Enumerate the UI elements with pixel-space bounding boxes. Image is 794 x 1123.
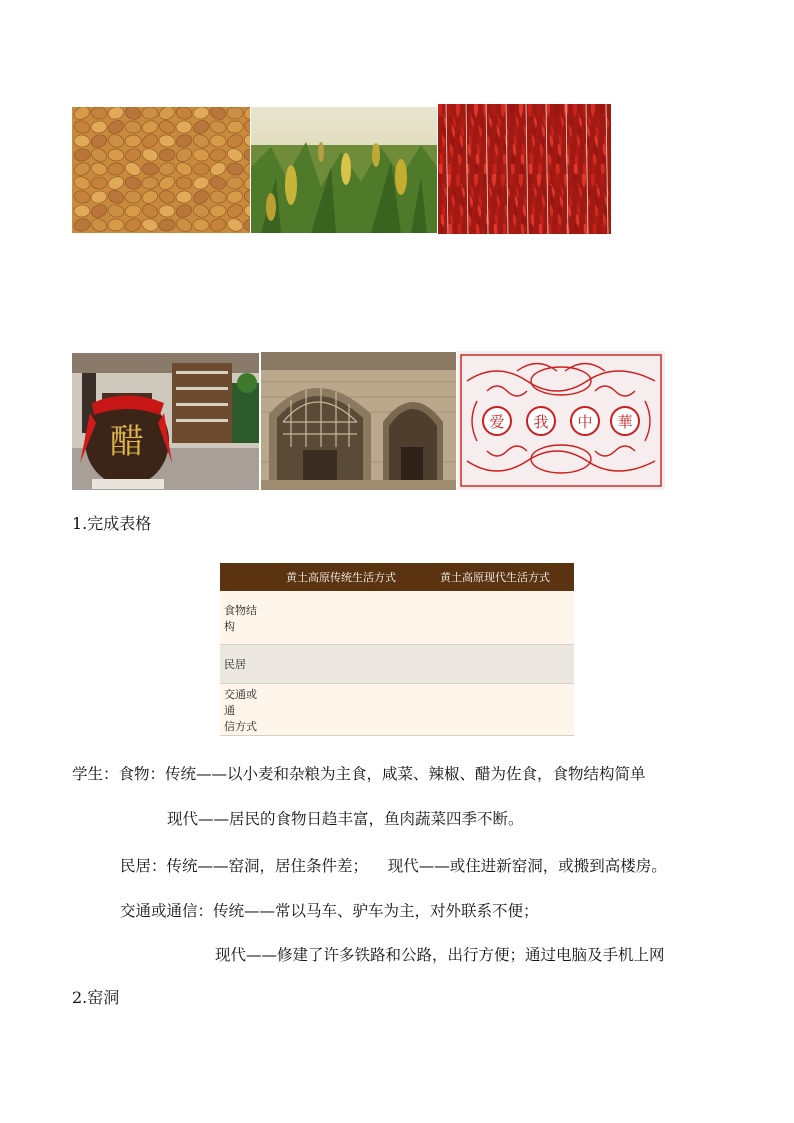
section-heading-2: 2.窑洞 bbox=[72, 988, 120, 1007]
row-label-transport-line1: 交通或通 bbox=[224, 687, 257, 717]
millet-field-photo bbox=[251, 107, 437, 233]
table-header-modern: 黄土高原现代生活方式 bbox=[416, 563, 574, 591]
paper-cut-char: 我 bbox=[533, 413, 549, 431]
row-label-housing: 民居 bbox=[220, 645, 266, 684]
paper-cut-char: 中 bbox=[577, 413, 593, 431]
table-cell[interactable] bbox=[266, 645, 416, 684]
vinegar-jar-photo bbox=[72, 353, 259, 490]
table-row bbox=[220, 684, 574, 736]
answer-food-modern: 现代——居民的食物日趋丰富，鱼肉蔬菜四季不断。 bbox=[167, 810, 524, 828]
answer-transport-traditional: 交通或通信：传统——常以马车、驴车为主，对外联系不便； bbox=[120, 902, 539, 920]
cave-dwelling-photo bbox=[261, 352, 456, 490]
table-cell[interactable] bbox=[266, 684, 416, 736]
section-heading-1: 1.完成表格 bbox=[72, 514, 152, 533]
table-header-row bbox=[220, 563, 574, 591]
table-row bbox=[220, 591, 574, 645]
lifestyle-table bbox=[220, 563, 574, 736]
wheat-grains-photo bbox=[72, 107, 250, 233]
answer-food-traditional: 学生：食物：传统——以小麦和杂粮为主食，咸菜、辣椒、醋为佐食，食物结构简单 bbox=[72, 765, 646, 783]
paper-cut-photo bbox=[457, 351, 665, 490]
row-label-transport bbox=[220, 684, 266, 736]
row-label-food: 食物结构 bbox=[220, 591, 266, 645]
svg-text:醋: 醋 bbox=[110, 422, 144, 462]
table-cell[interactable] bbox=[416, 591, 574, 645]
table-cell[interactable] bbox=[266, 591, 416, 645]
answer-transport-modern: 现代——修建了许多铁路和公路，出行方便；通过电脑及手机上网 bbox=[215, 946, 665, 964]
table-row bbox=[220, 645, 574, 684]
paper-cut-char: 爱 bbox=[489, 413, 505, 431]
answer-housing: 民居：传统——窑洞，居住条件差； 现代——或住进新窑洞，或搬到高楼房。 bbox=[120, 857, 667, 875]
red-chili-photo bbox=[438, 104, 611, 234]
row-label-transport-line2: 信方式 bbox=[224, 719, 257, 733]
table-header-blank bbox=[220, 563, 266, 591]
table-cell[interactable] bbox=[416, 684, 574, 736]
table-cell[interactable] bbox=[416, 645, 574, 684]
table-header-traditional: 黄土高原传统生活方式 bbox=[266, 563, 416, 591]
paper-cut-char: 華 bbox=[617, 413, 633, 431]
